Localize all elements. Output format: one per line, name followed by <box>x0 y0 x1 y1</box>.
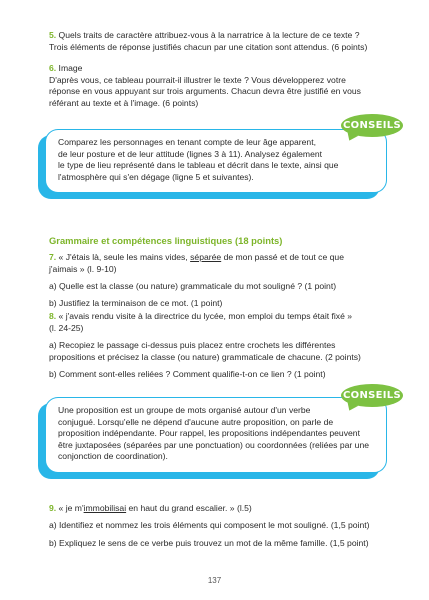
question-8a-line-1: a) Recopiez le passage ci-dessus puis placez entre crochets les différentes <box>49 340 336 350</box>
advice-line: Une proposition est un groupe de mots organisé autour d'un verbe <box>58 405 311 415</box>
question-6-line-1: D'après vous, ce tableau pourrait-il illustrer le texte ? Vous développerez votre <box>49 74 346 85</box>
question-8a <box>49 340 394 363</box>
question-8b: b) Comment sont-elles reliées ? Comment qualifie-t-on ce lien ? (1 point) <box>49 369 326 379</box>
question-5-line-2: Trois éléments de réponse justifiés chacun par une citation sont attendus. (6 points) <box>49 41 368 52</box>
advice-line: Comparez les personnages en tenant compte de leur âge apparent, <box>58 137 316 147</box>
page-number: 137 <box>207 576 222 585</box>
question-7 <box>49 252 394 275</box>
question-number: 7. <box>49 252 57 262</box>
advice-line: le type de lieu représenté dans le tableau et décrit dans le texte, ainsi que <box>58 160 339 171</box>
question-7a: a) Quelle est la classe (ou nature) grammaticale du mot souligné ? (1 point) <box>49 281 337 291</box>
question-number: 9. <box>49 503 57 513</box>
question-8-line-1: 8. « j'avais rendu visite à la directrice du lycée, mon emploi du temps était fixé » <box>49 311 353 321</box>
advice-box-1 <box>45 129 387 193</box>
question-7-line-1: 7. « J'étais là, seule les mains vides, séparée de mon passé et de tout ce que <box>49 252 344 262</box>
question-8 <box>49 311 394 334</box>
question-number: 8. <box>49 311 57 321</box>
question-8a-line-2: propositions et précisez la classe (ou nature) grammaticale de chacune. (2 points) <box>49 351 361 362</box>
question-number: 6. <box>49 63 57 73</box>
question-7-line-2: j'aimais » (l. 9-10) <box>49 263 117 274</box>
advice-line: proposition indépendante. Pour rappel, les propositions indépendantes peuvent <box>58 428 360 439</box>
advice-line: conjugué. Lorsqu'elle ne dépend d'aucune autre proposition, on parle de <box>58 416 334 427</box>
question-9-line-1: 9. « je m'immobilisai en haut du grand escalier. » (l.5) <box>49 503 252 513</box>
question-6-line-2: réponse en vous appuyant sur trois arguments. Chacun devra être justifié en vous <box>49 86 361 97</box>
question-9b: b) Expliquez le sens de ce verbe puis trouvez un mot de la même famille. (1,5 point) <box>49 538 369 548</box>
question-8-line-2: (l. 24-25) <box>49 322 84 333</box>
question-6 <box>49 63 394 109</box>
question-9 <box>49 503 394 515</box>
conseils-badge-1: CONSEILS <box>341 114 403 137</box>
advice-line: être juxtaposées (séparées par une ponctuation) ou coordonnées (reliées par une <box>58 439 370 450</box>
question-7b: b) Justifiez la terminaison de ce mot. (1 point) <box>49 298 223 308</box>
advice-line: conjonction de coordination). <box>58 451 168 462</box>
underlined-word: séparée <box>190 252 222 262</box>
advice-box-2 <box>45 397 387 473</box>
question-9a: a) Identifiez et nommez les trois éléments qui composent le mot souligné. (1,5 point) <box>49 520 370 530</box>
question-5-line-1: 5. Quels traits de caractère attribuez-vous à la narratrice à la lecture de ce texte ? <box>49 30 360 40</box>
question-number: 5. <box>49 30 57 40</box>
advice-line: de leur posture et de leur attitude (lignes 3 à 11). Analysez également <box>58 148 323 159</box>
question-5 <box>49 30 394 53</box>
question-6-title: 6. Image <box>49 63 83 73</box>
question-6-line-3: référant au texte et à l'image. (6 points) <box>49 97 199 108</box>
section-title: Grammaire et compétences linguistiques (18 points) <box>49 235 283 246</box>
conseils-badge-2: CONSEILS <box>341 384 403 407</box>
underlined-word: immobilisai <box>83 503 127 513</box>
advice-line: l'atmosphère qui s'en dégage (ligne 5 et suivantes). <box>58 171 254 182</box>
